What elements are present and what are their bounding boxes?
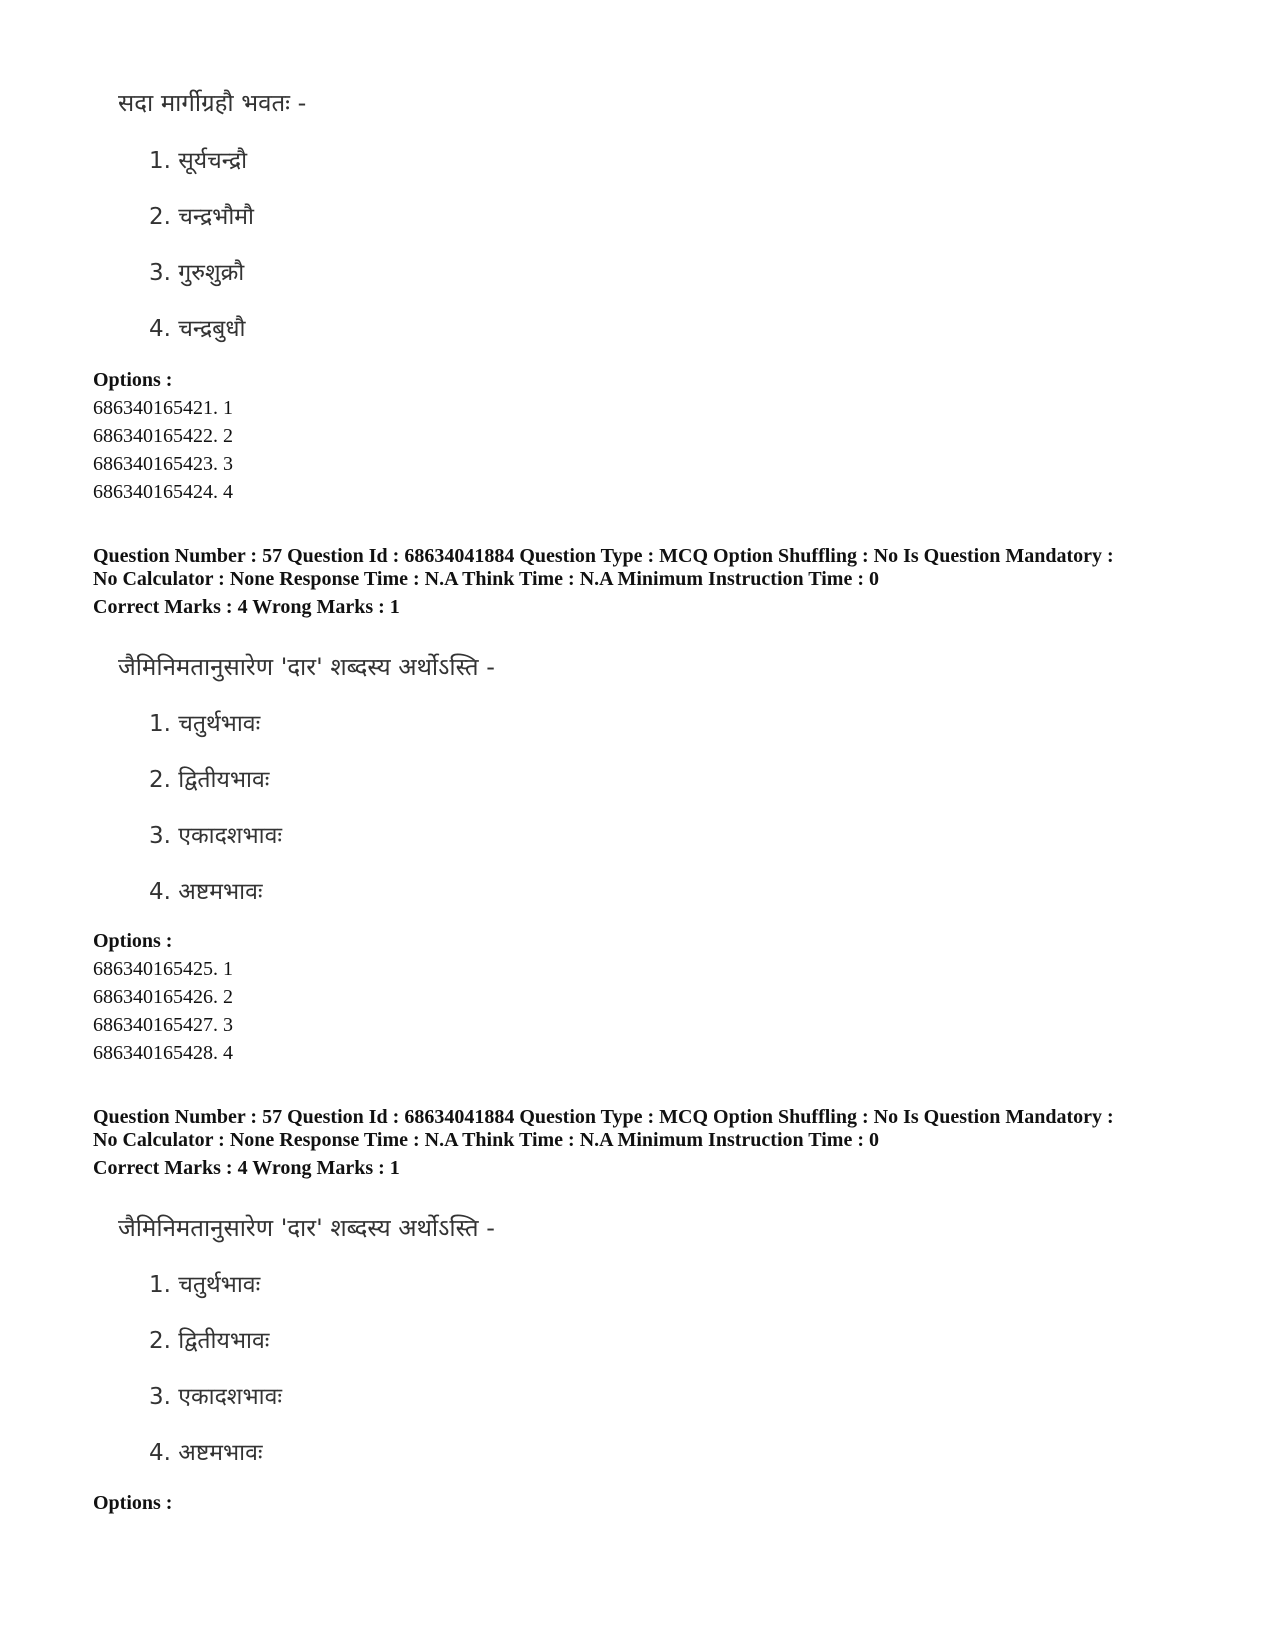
option-id: 686340165425. 1 (93, 958, 233, 980)
question-meta-line: No Calculator : None Response Time : N.A Think Time : N.A Minimum Instruction Time : 0 (93, 568, 879, 590)
option-id: 686340165424. 4 (93, 481, 233, 503)
option-id: 686340165426. 2 (93, 986, 233, 1008)
question-choice: 1. चतुर्थभावः (149, 1272, 261, 1298)
question-choice: 2. द्वितीयभावः (149, 1328, 270, 1354)
options-label: Options : (93, 930, 173, 952)
question-choice: 3. गुरुशुक्रौ (149, 260, 245, 286)
question-text: जैमिनिमतानुसारेण 'दार' शब्दस्य अर्थोऽस्ति - (118, 1214, 495, 1242)
option-id: 686340165428. 4 (93, 1042, 233, 1064)
options-label: Options : (93, 369, 173, 391)
question-text: जैमिनिमतानुसारेण 'दार' शब्दस्य अर्थोऽस्ति - (118, 653, 495, 681)
question-choice: 2. चन्द्रभौमौ (149, 204, 255, 230)
question-marks: Correct Marks : 4 Wrong Marks : 1 (93, 1157, 400, 1179)
options-label: Options : (93, 1492, 173, 1514)
option-id: 686340165427. 3 (93, 1014, 233, 1036)
question-meta-line: Question Number : 57 Question Id : 68634041884 Question Type : MCQ Option Shuffling : No Is Question Mandatory : (93, 1106, 1114, 1128)
question-choice: 3. एकादशभावः (149, 1384, 283, 1410)
option-id: 686340165421. 1 (93, 397, 233, 419)
option-id: 686340165423. 3 (93, 453, 233, 475)
option-id: 686340165422. 2 (93, 425, 233, 447)
question-meta-line: No Calculator : None Response Time : N.A Think Time : N.A Minimum Instruction Time : 0 (93, 1129, 879, 1151)
question-choice: 4. चन्द्रबुधौ (149, 316, 246, 342)
question-choice: 1. सूर्यचन्द्रौ (149, 148, 248, 174)
question-choice: 2. द्वितीयभावः (149, 767, 270, 793)
question-choice: 3. एकादशभावः (149, 823, 283, 849)
question-choice: 4. अष्टमभावः (149, 1440, 263, 1466)
question-marks: Correct Marks : 4 Wrong Marks : 1 (93, 596, 400, 618)
question-meta-line: Question Number : 57 Question Id : 68634041884 Question Type : MCQ Option Shuffling : No Is Question Mandatory : (93, 545, 1114, 567)
question-text: सदा मार्गीग्रहौ भवतः - (118, 89, 307, 117)
question-choice: 4. अष्टमभावः (149, 879, 263, 905)
question-choice: 1. चतुर्थभावः (149, 711, 261, 737)
